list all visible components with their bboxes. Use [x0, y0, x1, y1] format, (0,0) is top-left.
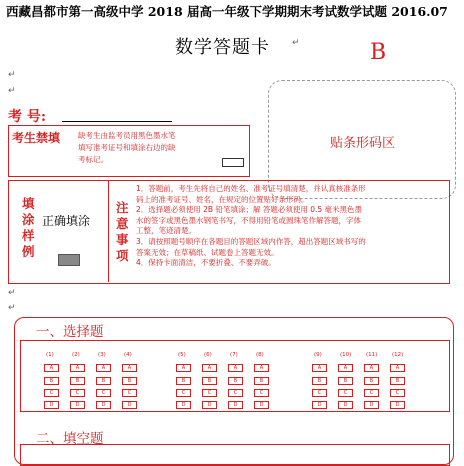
choice-bubble[interactable]: A: [228, 364, 243, 372]
choice-bubble[interactable]: A: [312, 364, 327, 372]
choice-bubble[interactable]: B: [176, 377, 191, 385]
choice-bubble[interactable]: C: [338, 389, 353, 397]
note-line: 2．选择题必须使用 2B 铅笔填涂；解 答题必须使用 0.5 毫米黑色墨: [136, 205, 363, 215]
choice-bubble[interactable]: B: [228, 377, 243, 385]
choice-bubble[interactable]: A: [254, 364, 269, 372]
choice-bubble[interactable]: B: [390, 377, 405, 385]
notes-label: 注意事项: [116, 200, 129, 263]
note-line: 水的签字或黑色墨水钢笔书写，不得用铅笔或圆珠笔作解答题，字体: [136, 215, 361, 225]
paragraph-mark: ↵: [8, 70, 16, 80]
section2-title: 二、填空题: [36, 431, 104, 447]
note-line: 4．保持卡面清洁，不要折叠、不要弄破。: [136, 258, 276, 268]
choice-bubble[interactable]: D: [176, 401, 191, 409]
choice-bubble[interactable]: D: [312, 401, 327, 409]
paragraph-mark: ↵: [292, 38, 300, 48]
question-number: (7): [230, 352, 238, 358]
fill-sample-box: [58, 254, 80, 266]
choice-bubble[interactable]: C: [228, 389, 243, 397]
choice-bubble[interactable]: B: [202, 377, 217, 385]
choice-bubble[interactable]: D: [202, 401, 217, 409]
question-number: (8): [256, 352, 264, 358]
note-line: 答案无效；在草稿纸、试题卷上答题无效。: [136, 247, 279, 257]
choice-bubble[interactable]: B: [364, 377, 379, 385]
question-number: (1): [46, 352, 54, 358]
fill-sample-label: 填涂样例: [22, 196, 35, 259]
fill-blank-area[interactable]: [20, 444, 450, 466]
ban-line-1: 缺考生由监考员用黑色墨水笔: [78, 131, 176, 140]
exam-number-field[interactable]: [62, 121, 172, 122]
choice-bubble[interactable]: A: [122, 364, 137, 372]
barcode-label: 贴条形码区: [330, 136, 396, 151]
question-number: (9): [314, 352, 322, 358]
choice-bubble[interactable]: A: [202, 364, 217, 372]
choice-bubble[interactable]: B: [312, 377, 327, 385]
choice-bubble[interactable]: D: [96, 401, 111, 409]
question-number: (11): [366, 352, 378, 358]
absent-mark-box[interactable]: [222, 158, 244, 167]
choice-bubble[interactable]: B: [122, 377, 137, 385]
paragraph-mark: ↵: [8, 86, 16, 96]
card-subtitle: 数学答题卡: [175, 37, 270, 58]
choice-bubble[interactable]: D: [338, 401, 353, 409]
choice-bubble[interactable]: A: [176, 364, 191, 372]
choice-bubble[interactable]: D: [44, 401, 59, 409]
question-number: (4): [124, 352, 132, 358]
choice-bubble[interactable]: D: [122, 401, 137, 409]
choice-bubble[interactable]: B: [96, 377, 111, 385]
question-number: (6): [204, 352, 212, 358]
choice-bubble[interactable]: A: [364, 364, 379, 372]
choice-bubble[interactable]: B: [338, 377, 353, 385]
choice-bubble[interactable]: C: [390, 389, 405, 397]
question-number: (3): [98, 352, 106, 358]
instructions-divider: [108, 180, 109, 282]
note-line: 码上的准考证号、姓名，在规定的位置贴好条形码。: [136, 194, 309, 204]
question-number: (2): [72, 352, 80, 358]
version-letter: B: [370, 40, 387, 65]
choice-bubble[interactable]: C: [254, 389, 269, 397]
question-number: (5): [178, 352, 186, 358]
notes-list: [136, 184, 441, 269]
choice-bubble[interactable]: A: [70, 364, 85, 372]
choice-bubble[interactable]: A: [338, 364, 353, 372]
choice-bubble[interactable]: D: [70, 401, 85, 409]
choice-bubble[interactable]: C: [176, 389, 191, 397]
note-line: 工整，笔迹清楚。: [136, 226, 196, 236]
choice-bubble[interactable]: D: [364, 401, 379, 409]
choice-bubble[interactable]: C: [364, 389, 379, 397]
ban-line-3: 考标记。: [78, 155, 108, 164]
choice-bubble[interactable]: B: [254, 377, 269, 385]
choice-bubble[interactable]: D: [390, 401, 405, 409]
choice-bubble[interactable]: C: [122, 389, 137, 397]
ban-line-2: 填写准考证号和填涂右边的缺: [78, 143, 176, 152]
note-line: 1．答题前，考生先将自己的姓名、准考证号填清楚，并认真核准条形: [136, 184, 366, 193]
choice-bubble[interactable]: D: [228, 401, 243, 409]
choice-bubble[interactable]: A: [96, 364, 111, 372]
ban-title: 考生禁填: [12, 131, 61, 145]
paragraph-mark: ↵: [8, 288, 16, 298]
choice-bubble[interactable]: D: [254, 401, 269, 409]
choice-bubble[interactable]: A: [44, 364, 59, 372]
question-number: (10): [340, 352, 352, 358]
note-line: 3．请按照题号顺序在各题目的答题区域内作答，超出答题区域书写的: [136, 236, 366, 246]
choice-bubble[interactable]: C: [312, 389, 327, 397]
choice-bubble[interactable]: B: [44, 377, 59, 385]
fill-correct-text: 正确填涂: [42, 214, 91, 228]
exam-title: 西藏昌都市第一高级中学 2018 届高一年级下学期期末考试数学试题 2016.07: [6, 4, 448, 19]
question-number: (12): [392, 352, 404, 358]
paragraph-mark: ↵: [8, 303, 16, 313]
choice-bubble[interactable]: C: [96, 389, 111, 397]
choice-bubble[interactable]: C: [44, 389, 59, 397]
choice-bubble[interactable]: C: [202, 389, 217, 397]
exam-number-label: 考 号:: [8, 109, 47, 125]
section1-title: 一、选择题: [36, 324, 104, 340]
choice-bubble[interactable]: C: [70, 389, 85, 397]
choice-bubble[interactable]: A: [390, 364, 405, 372]
choice-bubble[interactable]: B: [70, 377, 85, 385]
